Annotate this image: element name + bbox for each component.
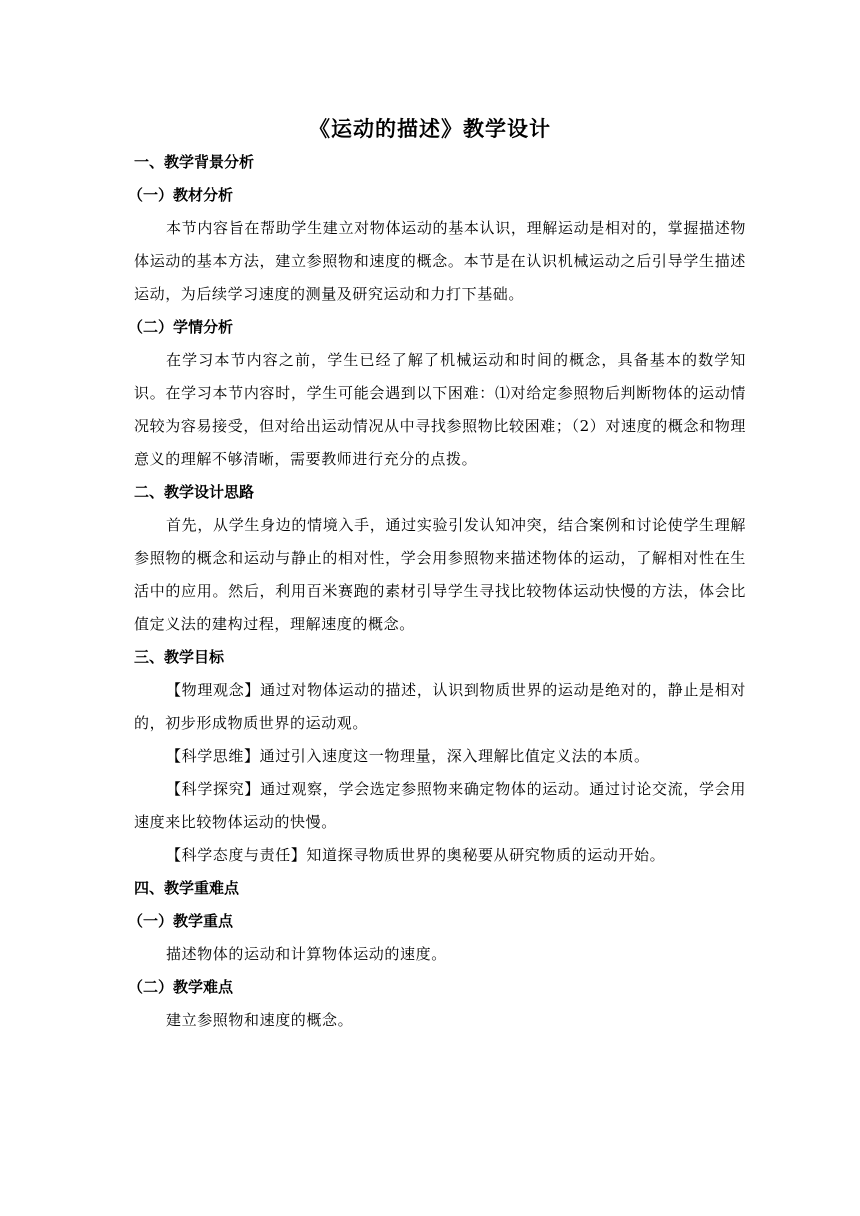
- paragraph-textbook-analysis: 本节内容旨在帮助学生建立对物体运动的基本认识，理解运动是相对的，掌握描述物体运动的基本方法，建立参照物和速度的概念。本节是在认识机械运动之后引导学生描述运动，为后续学习速度的测量及研究运动和力打下基础。: [134, 219, 746, 303]
- subsection-heading-key-point: （一）教学重点: [128, 912, 234, 930]
- paragraph-design-idea: 首先，从学生身边的情境入手，通过实验引发认知冲突，结合案例和讨论使学生理解参照物的概念和运动与静止的相对性，学会用参照物来描述物体的运动，了解相对性在生活中的应用。然后，利用百米赛跑的素材引导学生寻找比较物体运动快慢的方法，体会比值定义法的建构过程，理解速度的概念。: [134, 516, 746, 633]
- document-body: [128, 146, 746, 1037]
- section-heading-key-points: 四、教学重难点: [134, 879, 240, 897]
- goal-attitude-responsibility: 【科学态度与责任】知道探寻物质世界的奥秘要从研究物质的运动开始。: [166, 846, 666, 864]
- paragraph-key-point: 描述物体的运动和计算物体运动的速度。: [166, 945, 447, 963]
- subsection-heading-students: （二）学情分析: [128, 318, 234, 336]
- goal-scientific-thinking: 【科学思维】通过引入速度这一物理量，深入理解比值定义法的本质。: [166, 747, 650, 765]
- section-heading-design: 二、教学设计思路: [134, 483, 255, 501]
- goal-physics-concept: 【物理观念】通过对物体运动的描述，认识到物质世界的运动是绝对的，静止是相对的，初步形成物质世界的运动观。: [134, 681, 746, 732]
- subsection-heading-difficulty: （二）教学难点: [128, 978, 234, 996]
- goal-scientific-inquiry: 【科学探究】通过观察，学会选定参照物来确定物体的运动。通过讨论交流，学会用速度来比较物体运动的快慢。: [134, 780, 746, 831]
- section-heading-background: 一、教学背景分析: [134, 153, 255, 171]
- paragraph-student-analysis: 在学习本节内容之前，学生已经了解了机械运动和时间的概念，具备基本的数学知识。在学习本节内容时，学生可能会遇到以下困难：⑴对给定参照物后判断物体的运动情况较为容易接受，但对给出运动情况从中寻找参照物比较困难；（2）对速度的概念和物理意义的理解不够清晰，需要教师进行充分的点拨。: [134, 351, 746, 468]
- subsection-heading-textbook: （一）教材分析: [128, 186, 234, 204]
- document-title: 《运动的描述》教学设计: [309, 116, 551, 141]
- section-heading-goals: 三、教学目标: [134, 648, 225, 666]
- paragraph-difficulty: 建立参照物和速度的概念。: [166, 1011, 354, 1029]
